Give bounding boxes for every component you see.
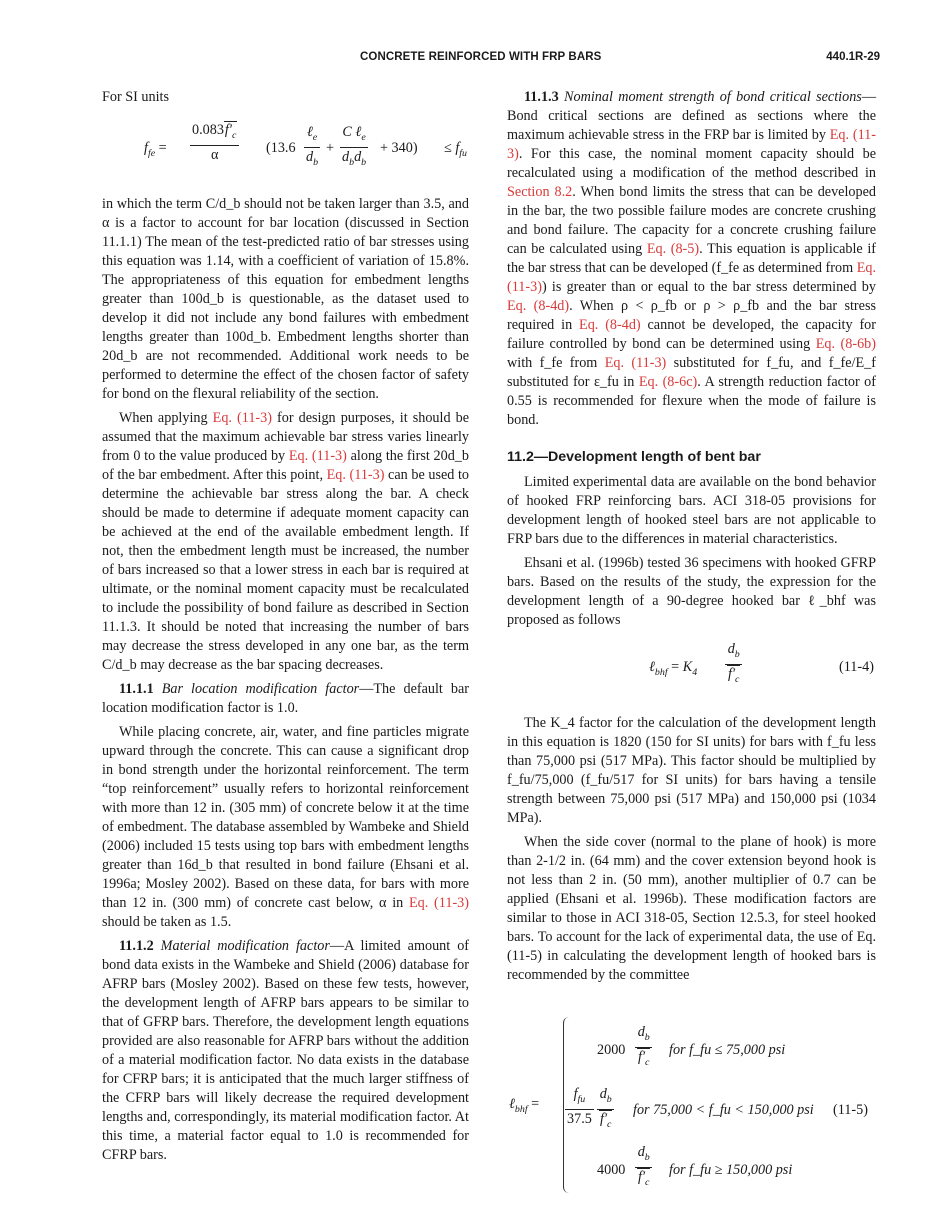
link-eq-11-3[interactable]: Eq. (11-3) — [212, 410, 272, 426]
link-section-8-2[interactable]: Section 8.2 — [507, 184, 573, 200]
section-11-1-1: 11.1.1 Bar location modification factor—The default bar location modification factor is 1.0. — [102, 681, 470, 716]
link-eq-11-3[interactable]: Eq. (11-3) — [288, 448, 347, 464]
right-column — [507, 88, 876, 1205]
paragraph-side-cover: When the side cover (normal to the plane of hook) is more than 2-1/2 in. (64 mm) and the cover extension beyond hook is not less than 2 in. (50 mm), another multiplier of 0.7 can be applied (Ehsani et al. 1996b). These modification factors are similar to those in ACI 318-05, Section 12.5.3, for steel hooked bars. To account for the lack of experimental data, the use of Eq. (11-5) in calculating the development length of hooked bars is recommended by the committee — [507, 834, 876, 983]
running-title: CONCRETE REINFORCED WITH FRP BARS — [360, 51, 602, 63]
link-eq-11-3[interactable]: Eq. (11-3) — [409, 895, 469, 911]
paragraph-ehsani: Ehsani et al. (1996b) tested 36 specimens with hooked GFRP bars. Based on the results of the study, the expression for the development length of a 90-degree hooked bar ℓ_bhf was proposed as follows — [507, 555, 876, 628]
equation-11-4: ℓ$_{bhf}$ = $K_4$ $\frac{d_b}{f'_c}$ (11-4) — [649, 641, 874, 685]
section-11-1-3: 11.1.3 Nominal moment strength of bond critical sections—Bond critical sections are defined as sections where the maximum achievable stress in the FRP bar is limited by Eq. (11-3). For this case, the nominal moment capacity should be recalculated using a modification of the method described in Section 8.2. When bond limits the stress that can be developed in the bar, the two possible failure modes are concrete crushing and bond failure. The capacity for a concrete crushing failure can be calculated using Eq. (8-5). This equation is applicable if the bar stress that can be developed (f_fe as determined from Eq. (11-3)) is greater than or equal to the bar stress determined by Eq. (8-4d). When ρ < ρ_fb or ρ > ρ_fb and the bar stress required in Eq. (8-4d) cannot be developed, the capacity for failure controlled by bond can be determined using Eq. (8-6b) with f_fe from Eq. (11-3) substituted for f_fu, and f_fe/E_f substituted for ε_fu in Eq. (8-6c). A strength reduction factor of 0.55 is recommended for flexure when the mode of failure is bond. — [507, 89, 877, 428]
link-eq-11-3[interactable]: Eq. (11-3) — [604, 355, 667, 371]
paragraph-k4-factor: The K_4 factor for the calculation of the development length in this equation is 1820 (150 for SI units) for bars with f_fu less than 75,000 psi (517 MPa). This factor should be multiplied by f_fu/75,000 (f_fu/517 for SI units) for bars having a tensile strength between 75,000 psi (517 MPa) and 150,000 psi (1034 MPa). — [507, 715, 876, 826]
link-eq-8-4d[interactable]: Eq. (8-4d) — [579, 317, 641, 333]
si-units-label: For SI units — [102, 89, 170, 105]
link-eq-11-3[interactable]: Eq. (11-3) — [507, 260, 876, 295]
link-eq-8-5[interactable]: Eq. (8-5) — [646, 241, 700, 257]
page-number: 440.1R-29 — [826, 51, 880, 63]
paragraph-applying-eq: When applying Eq. (11-3) for design purposes, it should be assumed that the maximum achievable bar stress varies linearly from 0 to the value produced by Eq. (11-3) along the first 20d_b of the bar embedment. After this point, Eq. (11-3) can be used to determine the achievable bar stress along the bar. A check should be made to determine if adequate moment capacity can be achieved at the end of the available embedment length. If not, then the embedment length must be increased, the number of bars increased so that a lower stress in each bar is required at ultimate, or the nominal moment capacity must be recalculated to include the possibility of bond failure as described in Section 11.1.3. It should be noted that increasing the number of bars may decrease the stress developed in any one bar, as the term C/d_b may decrease as the bar spacing decreases. — [102, 410, 469, 673]
link-eq-8-6b[interactable]: Eq. (8-6b) — [815, 336, 876, 352]
link-eq-8-4d[interactable]: Eq. (8-4d) — [507, 298, 570, 314]
running-header — [0, 51, 940, 71]
equation-number: (11-5) — [833, 1102, 868, 1118]
link-eq-11-3[interactable]: Eq. (11-3) — [507, 127, 876, 162]
section-11-1-2: 11.1.2 Material modification factor—A limited amount of bond data exists in the Wambeke and Shield (2006) database for AFRP bars (Mosley 2002). Based on these few tests, however, the development length of AFRP bars appears to be similar to that of GFRP bars. Therefore, the development length equations provided are also reasonable for AFRP bars without the addition of a material modification factor. No data exists in the database for CFRP bars; it is anticipated that the much larger stiffness of the CFRP bars will likely decrease the required development lengths and, correspondingly, its material modification factor. At this time, a material factor equal to 1.0 is recommended for CFRP bars. — [102, 938, 470, 1163]
link-eq-11-3[interactable]: Eq. (11-3) — [326, 467, 385, 483]
paragraph-limited-data: Limited experimental data are available on the bond behavior of hooked FRP reinforcing bars. ACI 318-05 provisions for development length of hooked steel bars are not applicable to FRP bars due to the differences in material characteristics. — [507, 474, 876, 547]
equation-si: $f_{fe}$ = $\frac{0.083f'_c}{\alpha}$ (13.6 ℓ$_e$ $d_b$ + C ℓ$_e$ $d_bd_b$ + 340) ≤ $f_{fu}$ — [144, 122, 467, 168]
equation-number: (11-4) — [839, 659, 874, 675]
paragraph-top-bars: While placing concrete, air, water, and fine particles migrate upward through the concrete. This can cause a significant drop in bond strength under the horizontal reinforcement. The term “top reinforcement” usually refers to horizontal reinforcement with more than 12 in. (305 mm) of concrete below it at the time of embedment. The database assembled by Wambeke and Shield (2006) included 15 tests using top bars with embedment lengths greater than 16d_b that resulted in bond failure (Ehsani et al. 1996a; Mosley 2002). Based on these data, for bars with more than 12 in. (300 mm) of concrete cast below, α in Eq. (11-3) should be taken as 1.5. — [102, 724, 469, 930]
link-eq-8-6c[interactable]: Eq. (8-6c) — [638, 374, 698, 390]
left-column — [102, 88, 469, 1170]
paragraph-c-db: in which the term C/d_b should not be taken larger than 3.5, and α is a factor to account for bar location (discussed in Section 11.1.1) The mean of the test-predicted ratio of bar stresses using this equation was 1.14, with a coefficient of variation of 15.8%. The appropriateness of this equation for embedment lengths greater than 100d_b is questionable, as the dataset used to develop it did not include any bond failures with embedment lengths greater than 100d_b. Embedment lengths shorter than 20d_b are not recommended. Additional work needs to be performed to determine the effect of the chosen factor of safety for bond on the flexural reliability of the section. — [102, 196, 469, 402]
equation-11-5: ℓ$_{bhf}$ = 2000 $\frac{d_b}{f'_c}$ for f_fu ≤ 75,000 psi $f_{fu}$ 37.5 $\frac{d_b}{f'_c}$ for 75,000 < f_fu < 150,000 psi (11-5) 4000 $\frac{d_b}{f'_c}$ for f_fu ≥ 150,000 psi — [507, 1015, 876, 1205]
section-heading-11-2: 11.2—Development length of bent bar — [507, 449, 761, 465]
